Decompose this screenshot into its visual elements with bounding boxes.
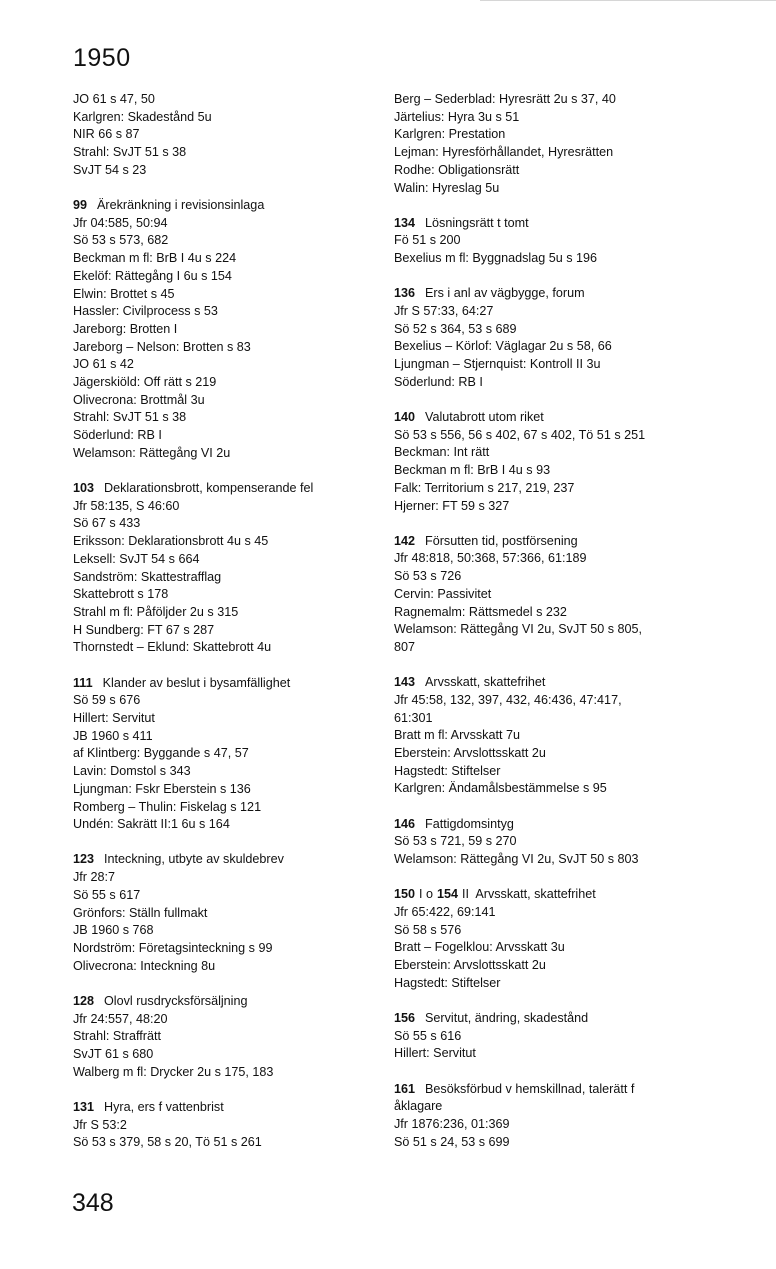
reference-line: Hagstedt: Stiftelser (394, 763, 501, 778)
register-entry (73, 480, 373, 657)
entry-heading (73, 480, 373, 498)
reference-line: Walin: Hyreslag 5u (394, 180, 500, 195)
case-title: II Arvsskatt, skattefrihet (462, 887, 596, 902)
reference-line: Fö 51 s 200 (394, 233, 461, 248)
case-number: 143 (394, 675, 416, 690)
case-number: 146 (394, 816, 416, 831)
reference-line: Eberstein: Arvslottsskatt 2u (394, 958, 546, 973)
case-title: Ärekränkning i revisionsinlaga (97, 198, 265, 213)
reference-line: Eriksson: Deklarationsbrott 4u s 45 (73, 534, 269, 549)
reference-line: Welamson: Rättegång VI 2u, SvJT 50 s 803 (394, 852, 639, 867)
left-column (73, 91, 373, 1169)
reference-line: JB 1960 s 411 (73, 728, 153, 743)
case-number: 150 (394, 887, 416, 902)
reference-line: Hillert: Servitut (73, 711, 155, 725)
reference-line: Hassler: Civilprocess s 53 (73, 304, 218, 319)
reference-line: Bratt – Fogelklou: Arvsskatt 3u (394, 940, 565, 955)
reference-line: Beckman m fl: BrB I 4u s 93 (394, 463, 551, 478)
register-entry (394, 409, 694, 515)
reference-line: Sö 53 s 726 (394, 569, 462, 584)
reference-line: Berg – Sederblad: Hyresrätt 2u s 37, 40 (394, 92, 616, 106)
reference-line: Eberstein: Arvslottsskatt 2u (394, 746, 546, 760)
case-connector: I o (419, 887, 434, 902)
reference-line: Sö 53 s 556, 56 s 402, 67 s 402, Tö 51 s 251 (394, 427, 646, 442)
reference-line: Söderlund: RB I (73, 428, 162, 443)
register-entry (394, 674, 694, 798)
reference-line: Cervin: Passivitet (394, 586, 492, 601)
reference-line: Welamson: Rättegång VI 2u, SvJT 50 s 805, (394, 622, 643, 637)
reference-line: NIR 66 s 87 (73, 127, 140, 142)
reference-line: Strahl: SvJT 51 s 38 (73, 145, 187, 160)
top-edge-mark (480, 0, 776, 1)
case-number: 128 (73, 993, 95, 1008)
reference-line: Sö 58 s 576 (394, 922, 462, 937)
reference-line: Olivecrona: Brottmål 3u (73, 392, 205, 407)
register-entry (394, 215, 694, 268)
register-entry (394, 816, 694, 869)
reference-line: Sö 52 s 364, 53 s 689 (394, 321, 517, 336)
reference-line: Romberg – Thulin: Fiskelag s 121 (73, 799, 262, 814)
reference-line: Jfr 65:422, 69:141 (394, 904, 496, 919)
entry-heading (394, 1010, 694, 1028)
case-title: Hyra, ers f vattenbrist (104, 1099, 224, 1114)
case-title: Valutabrott utom riket (425, 410, 544, 425)
case-title: Deklarationsbrott, kompenserande fel (104, 481, 314, 496)
entry-heading (394, 409, 694, 427)
reference-line: 61:301 (394, 710, 433, 725)
reference-line: Bexelius m fl: Byggnadslag 5u s 196 (394, 251, 598, 266)
case-title: Arvsskatt, skattefrihet (425, 675, 546, 690)
entry-heading (394, 674, 694, 692)
reference-line: Karlgren: Prestation (394, 127, 506, 142)
register-entry (394, 533, 694, 657)
reference-line: JO 61 s 42 (73, 357, 134, 372)
case-title: Besöksförbud v hemskillnad, talerätt f (425, 1081, 635, 1096)
reference-line: Jfr 04:585, 50:94 (73, 215, 168, 230)
reference-line: Ragnemalm: Rättsmedel s 232 (394, 604, 567, 619)
case-title: Fattigdomsintyg (425, 816, 514, 831)
case-number: 123 (73, 852, 95, 867)
register-entry (73, 197, 373, 463)
register-entry (73, 851, 373, 975)
case-title: Försutten tid, postförsening (425, 533, 578, 548)
register-entry (73, 1099, 373, 1152)
reference-line: Jareborg – Nelson: Brotten s 83 (73, 339, 251, 354)
reference-line: JO 61 s 47, 50 (73, 92, 155, 106)
case-title: Ers i anl av vägbygge, forum (425, 286, 585, 301)
case-title: Olovl rusdrycksförsäljning (104, 993, 248, 1008)
reference-line: Hjerner: FT 59 s 327 (394, 498, 510, 513)
reference-line: Karlgren: Ändamålsbestämmelse s 95 (394, 781, 607, 796)
entry-heading (73, 197, 373, 215)
reference-line: Undén: Sakrätt II:1 6u s 164 (73, 817, 230, 832)
case-title: Servitut, ändring, skadestånd (425, 1010, 589, 1025)
reference-line: Jfr 24:557, 48:20 (73, 1011, 168, 1026)
reference-line: Jfr 28:7 (73, 870, 115, 885)
case-number: 99 (73, 198, 88, 213)
reference-line: Thornstedt – Eklund: Skattebrott 4u (73, 640, 272, 655)
reference-line: Bexelius – Körlof: Väglagar 2u s 58, 66 (394, 339, 612, 354)
reference-line: Rodhe: Obligationsrätt (394, 162, 520, 177)
case-number-second: 154 (437, 887, 459, 902)
entry-heading (394, 1081, 694, 1099)
page-title: 1950 (73, 44, 131, 72)
reference-line: Karlgren: Skadestånd 5u (73, 109, 212, 124)
case-number: 156 (394, 1010, 416, 1025)
entry-heading (394, 816, 694, 834)
reference-line: SvJT 61 s 680 (73, 1046, 154, 1061)
reference-line: Elwin: Brottet s 45 (73, 286, 175, 301)
reference-line: Leksell: SvJT 54 s 664 (73, 551, 200, 566)
reference-line: Jägerskiöld: Off rätt s 219 (73, 375, 217, 390)
case-number: 134 (394, 215, 416, 230)
reference-line: Skattebrott s 178 (73, 587, 169, 602)
right-column (394, 91, 694, 1169)
register-entry (394, 285, 694, 391)
reference-line: Olivecrona: Inteckning 8u (73, 958, 216, 973)
reference-line: Lavin: Domstol s 343 (73, 764, 191, 779)
case-title: Lösningsrätt t tomt (425, 215, 529, 230)
entry-heading (73, 1099, 373, 1117)
reference-line: Jfr 45:58, 132, 397, 432, 46:436, 47:417, (394, 692, 622, 707)
entry-heading (73, 675, 373, 693)
entry-heading (73, 993, 373, 1011)
reference-line: af Klintberg: Byggande s 47, 57 (73, 746, 249, 761)
register-entry (73, 993, 373, 1082)
reference-line: Sandström: Skattestrafflag (73, 569, 222, 584)
reference-line: Sö 53 s 721, 59 s 270 (394, 834, 517, 849)
reference-line: Sö 67 s 433 (73, 516, 141, 531)
entry-heading (394, 215, 694, 233)
case-number: 161 (394, 1081, 416, 1096)
reference-line: Jareborg: Brotten I (73, 321, 178, 336)
entry-heading (394, 285, 694, 303)
reference-line: Söderlund: RB I (394, 374, 483, 389)
reference-line: Welamson: Rättegång VI 2u (73, 445, 231, 460)
reference-line: Bratt m fl: Arvsskatt 7u (394, 728, 520, 743)
register-entry (73, 675, 373, 834)
reference-line: Ekelöf: Rättegång I 6u s 154 (73, 268, 232, 283)
register-entry (394, 1081, 694, 1152)
register-entry (394, 886, 694, 992)
entry-heading (73, 851, 373, 869)
entry-heading (394, 533, 694, 551)
reference-line: Strahl m fl: Påföljder 2u s 315 (73, 604, 239, 619)
reference-line: Walberg m fl: Drycker 2u s 175, 183 (73, 1064, 274, 1079)
reference-line: Sö 51 s 24, 53 s 699 (394, 1134, 510, 1149)
page-number: 348 (72, 1189, 114, 1217)
reference-line: Jfr 58:135, S 46:60 (73, 498, 180, 513)
reference-line: Jfr S 53:2 (73, 1117, 127, 1132)
case-number: 136 (394, 286, 416, 301)
reference-line: Ljungman: Fskr Eberstein s 136 (73, 781, 251, 796)
register-entry-continuation (394, 91, 694, 197)
reference-line: Ljungman – Stjernquist: Kontroll II 3u (394, 357, 601, 372)
reference-line: Hagstedt: Stiftelser (394, 975, 501, 990)
case-number: 111 (73, 675, 93, 690)
reference-line: Jfr 48:818, 50:368, 57:366, 61:189 (394, 551, 587, 566)
reference-line: åklagare (394, 1099, 443, 1114)
reference-line: Sö 53 s 379, 58 s 20, Tö 51 s 261 (73, 1135, 262, 1150)
register-entry (394, 1010, 694, 1063)
reference-line: SvJT 54 s 23 (73, 162, 147, 177)
reference-line: H Sundberg: FT 67 s 287 (73, 622, 215, 637)
reference-line: Jfr S 57:33, 64:27 (394, 304, 494, 319)
reference-line: Sö 55 s 616 (394, 1028, 462, 1043)
reference-line: Sö 55 s 617 (73, 887, 141, 902)
reference-line: Beckman: Int rätt (394, 445, 490, 460)
reference-line: Strahl: SvJT 51 s 38 (73, 410, 187, 425)
reference-line: Hillert: Servitut (394, 1046, 476, 1061)
reference-line: Strahl: Straffrätt (73, 1029, 161, 1044)
reference-line: Falk: Territorium s 217, 219, 237 (394, 480, 575, 495)
reference-line: Lejman: Hyresförhållandet, Hyresrätten (394, 145, 614, 160)
reference-line: 807 (394, 639, 416, 654)
case-title: Klander av beslut i bysamfällighet (102, 675, 291, 690)
reference-line: Järtelius: Hyra 3u s 51 (394, 109, 520, 124)
case-number: 103 (73, 481, 95, 496)
entry-heading (394, 886, 694, 904)
reference-line: Jfr 1876:236, 01:369 (394, 1116, 510, 1131)
case-title: Inteckning, utbyte av skuldebrev (104, 852, 284, 867)
case-number: 131 (73, 1099, 95, 1114)
reference-line: Beckman m fl: BrB I 4u s 224 (73, 251, 237, 266)
reference-line: Nordström: Företagsinteckning s 99 (73, 940, 273, 955)
reference-line: JB 1960 s 768 (73, 923, 154, 938)
reference-line: Grönfors: Ställn fullmakt (73, 905, 208, 920)
reference-line: Sö 53 s 573, 682 (73, 233, 169, 248)
reference-line: Sö 59 s 676 (73, 693, 141, 708)
register-entry-continuation (73, 91, 373, 180)
case-number: 142 (394, 533, 416, 548)
case-number: 140 (394, 410, 416, 425)
